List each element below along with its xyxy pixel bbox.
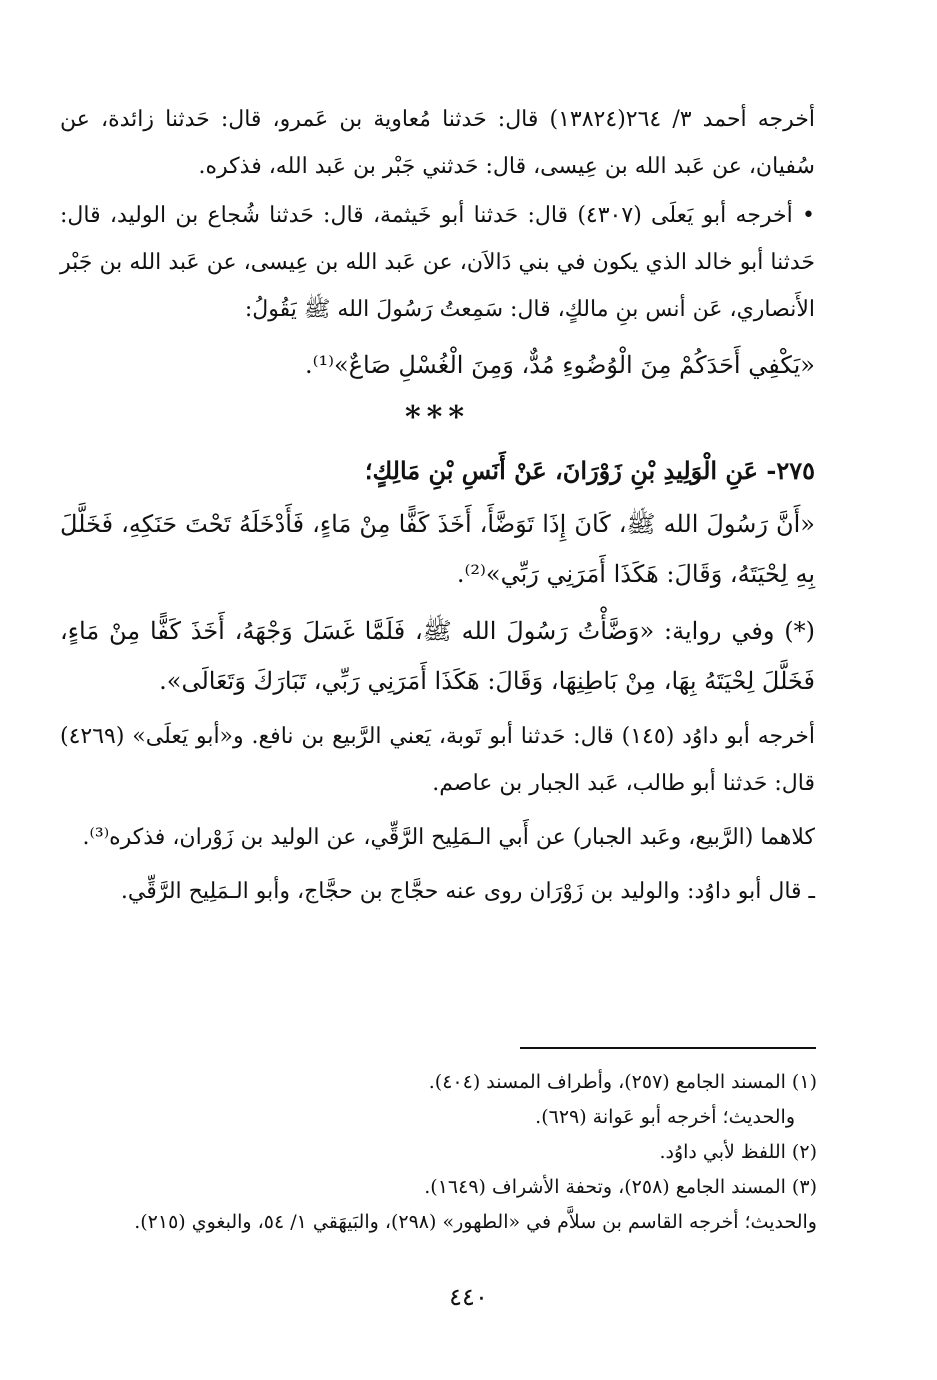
hadith-quote: «يَكْفِي أَحَدَكُمْ مِنَ الْوُضُوءِ مُدٌّ، وَمِنَ الْغُسْلِ صَاعٌ»⁽¹⁾. bbox=[304, 351, 815, 379]
footnote-divider bbox=[520, 1047, 816, 1049]
paragraph-takhrij-abu-dawud: أخرجه أبو داوُد (١٤٥) قال: حَدثنا أبو تَوبة، يَعني الرَّبيع بن نافع. و«أبو يَعلَى» (٤٢٦٩) قال: حَدثنا أبو طالب، عَبد الجبار بن عاصم. bbox=[60, 724, 815, 796]
main-text bbox=[60, 96, 815, 922]
hadith-heading: ٢٧٥- عَنِ الْوَلِيدِ بْنِ زَوْرَانَ، عَنْ أَنَسِ بْنِ مَالِكٍ؛ bbox=[364, 456, 815, 485]
footnote-2: (٢) اللفظ لأبي داوُد. bbox=[659, 1141, 817, 1163]
footnote-1: (١) المسند الجامع (٢٥٧)، وأطراف المسند (٤٠٤). bbox=[428, 1071, 817, 1093]
section-separator: *** bbox=[404, 400, 471, 435]
paragraph-takhrij-ahmad: أخرجه أحمد ٣/ ٢٦٤(١٣٨٢٤) قال: حَدثنا مُعاوية بن عَمرو، قال: حَدثنا زائدة، عن سُفيان، عن عَبد الله بن عِيسى، قال: حَدثني جَبْر بن عَبد الله، فذكره. bbox=[60, 107, 816, 179]
paragraph-qala-abu-dawud: ـ قال أبو داوُد: والوليد بن زَوْرَان روى عنه حجَّاج بن حجَّاج، وأبو الـمَلِيح الرَّقِّي. bbox=[120, 879, 815, 904]
hadith-text: «أَنَّ رَسُولَ الله ﷺ، كَانَ إِذَا تَوَضَّأَ، أَخَذَ كَفًّا مِنْ مَاءٍ، فَأَدْخَلَهُ تَحْتَ حَنَكِهِ، فَخَلَّلَ بِهِ لِحْيَتَهُ، وَقَالَ: هَكَذَا أَمَرَنِي رَبِّي»⁽²⁾. bbox=[60, 510, 815, 588]
page-number: ٤٤٠ bbox=[449, 1283, 488, 1311]
paragraph-kilahuma: كلاهما (الرَّبيع، وعَبد الجبار) عن أَبي الـمَلِيح الرَّقِّي، عن الوليد بن زَوْران، فذكره⁽³⁾. bbox=[82, 825, 815, 850]
footnote-3: (٣) المسند الجامع (٢٥٨)، وتحفة الأشراف (١٦٤٩). bbox=[424, 1176, 817, 1198]
footnote-3-continuation: والحديث؛ أخرجه القاسم بن سلاَّم في «الطهور» (٢٩٨)، والبَيهَقي ١/ ٥٤، والبغوي (٢١٥). bbox=[134, 1211, 817, 1233]
footnote-1-continuation: والحديث؛ أخرجه أبو عَوانة (٦٢٩). bbox=[535, 1106, 795, 1128]
paragraph-takhrij-abu-yala: • أخرجه أبو يَعلَى (٤٣٠٧) قال: حَدثنا أبو خَيثمة، قال: حَدثنا شُجاع بن الوليد، قال: حَدثنا أبو خالد الذي يكون في بني دَالاَن، عن عَبد الله بن عِيسى، عن عَبد الله بن جَبْر الأَنصاري، عَن أنس بنِ مالكٍ، قال: سَمِعتُ رَسُولَ الله ﷺ يَقُولُ: bbox=[60, 203, 816, 322]
footnotes bbox=[60, 1065, 817, 1240]
hadith-riwaya: (*) وفي رواية: «وَضَّأْتُ رَسُولَ الله ﷺ، فَلَمَّا غَسَلَ وَجْهَهُ، أَخَذَ كَفًّا مِنْ مَاءٍ، فَخَلَّلَ لِحْيَتَهُ بِهَا، مِنْ بَاطِنِهَا، وَقَالَ: هَكَذَا أَمَرَنِي رَبِّي، تَبَارَكَ وَتَعَالَى». bbox=[60, 617, 815, 695]
